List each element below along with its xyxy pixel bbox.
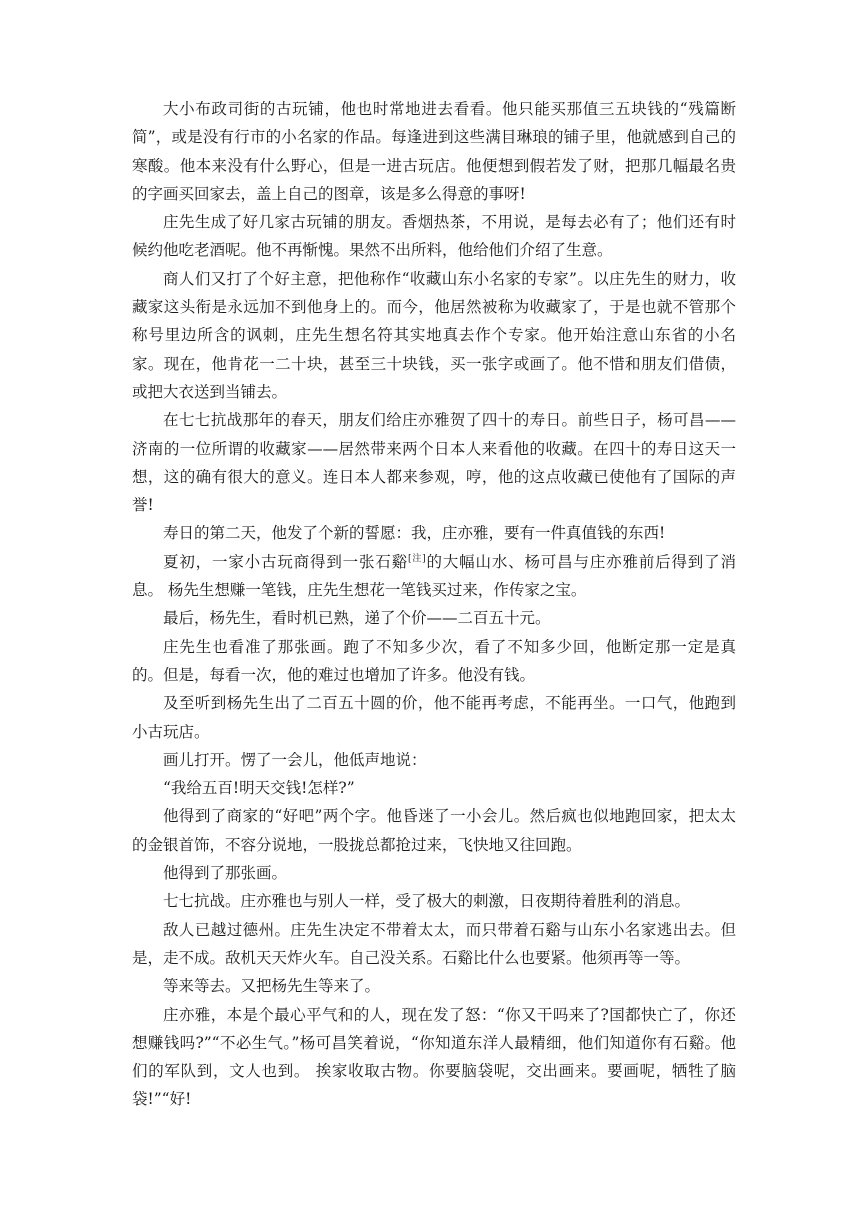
story-text [132,95,736,1114]
paragraph-6-before: 夏初，一家小古玩商得到一张石谿 [163,552,408,571]
paragraph-3: 商人们又打了个好主意，把他称作“收藏山东小名家的专家”。以庄先生的财力，收藏家这头衔是永远加不到他身上的。而今，他居然被称为收藏家了，于是也就不管那个称号里边所含的讽刺，庄先生想名符其实地真去作个专家。他开始注意山东省的小名家。现在，他肯花一二十块，甚至三十块钱，买一张字或画了。他不惜和朋友们借债，或把大衣送到当铺去。 [132,269,736,401]
paragraph-2: 庄先生成了好几家古玩铺的朋友。香烟热茶，不用说，是每去必有了；他们还有时候约他吃老酒呢。他不再惭愧。果然不出所料，他给他们介绍了生意。 [132,213,736,260]
paragraph-13: 他得到了那张画。 [163,864,288,883]
paragraph-9: 及至听到杨先生出了二百五十圆的价，他不能再考虑，不能再坐。一口气，他跑到小古玩店。 [132,694,736,741]
paragraph-6 [132,548,736,605]
paragraph-6-after: 的大幅山水、杨可昌与庄亦雅前后得到了消息。 杨先生想赚一笔钱，庄先生想花一笔钱买过来，作传家之宝。 [132,552,736,600]
paragraph-15: 敌人已越过德州。庄先生决定不带着太太，而只带着石谿与山东小名家逃出去。但是，走不成。敌机天天炸火车。自己没关系。石谿比什么也要紧。他须再等一等。 [132,920,736,967]
paragraph-4: 在七七抗战那年的春天，朋友们给庄亦雅贺了四十的寿日。前些日子，杨可昌——济南的一位所谓的收藏家——居然带来两个日本人来看他的收藏。在四十的寿日这天一想，这的确有很大的意义。连日本人都来参观，哼，他的这点收藏已使他有了国际的声誉! [132,411,736,515]
paragraph-10: 画儿打开。愣了一会儿，他低声地说： [163,750,427,769]
paragraph-11: “我给五百!明天交钱!怎样?” [163,779,355,798]
paragraph-7: 最后，杨先生，看时机已熟，递了个价——二百五十元。 [163,609,551,628]
paragraph-8: 庄先生也看准了那张画。跑了不知多少次，看了不知多少回，他断定那一定是真的。但是，每看一次，他的难过也增加了许多。他没有钱。 [132,637,736,684]
paragraph-12: 他得到了商家的“好吧”两个字。他昏迷了一小会儿。然后疯也似地跑回家，把太太的金银首饰，不容分说地，一股拢总都抢过来，飞快地又往回跑。 [132,807,736,854]
paragraph-1: 大小布政司街的古玩铺，他也时常地进去看看。他只能买那值三五块钱的“残篇断简”，或是没有行市的小名家的作品。每逢进到这些满目琳琅的铺子里，他就感到自己的寒酸。他本来没有什么野心，但是一进古玩店。他便想到假若发了财，把那几幅最名贵的字画买回家去，盖上自己的图章，该是多么得意的事呀! [132,100,736,203]
paragraph-14: 七七抗战。庄亦雅也与别人一样，受了极大的刺激，日夜期待着胜利的消息。 [163,892,691,911]
footnote-marker[interactable]: [注] [407,553,426,564]
paragraph-5: 寿日的第二天，他发了个新的誓愿：我，庄亦雅，要有一件真值钱的东西! [163,524,666,543]
paragraph-17: 庄亦雅，本是个最心平气和的人，现在发了怒：“你又干吗来了?国都快亡了，你还想赚钱吗?”“不必生气。”杨可昌笑着说，“你知道东洋人最精细，他们知道你有石谿。他们的军队到，文人也到。 挨家收取古物。你要脑袋呢，交出画来。要画呢，牺牲了脑袋!”“好! [132,1005,736,1109]
paragraph-16: 等来等去。又把杨先生等来了。 [163,977,381,996]
